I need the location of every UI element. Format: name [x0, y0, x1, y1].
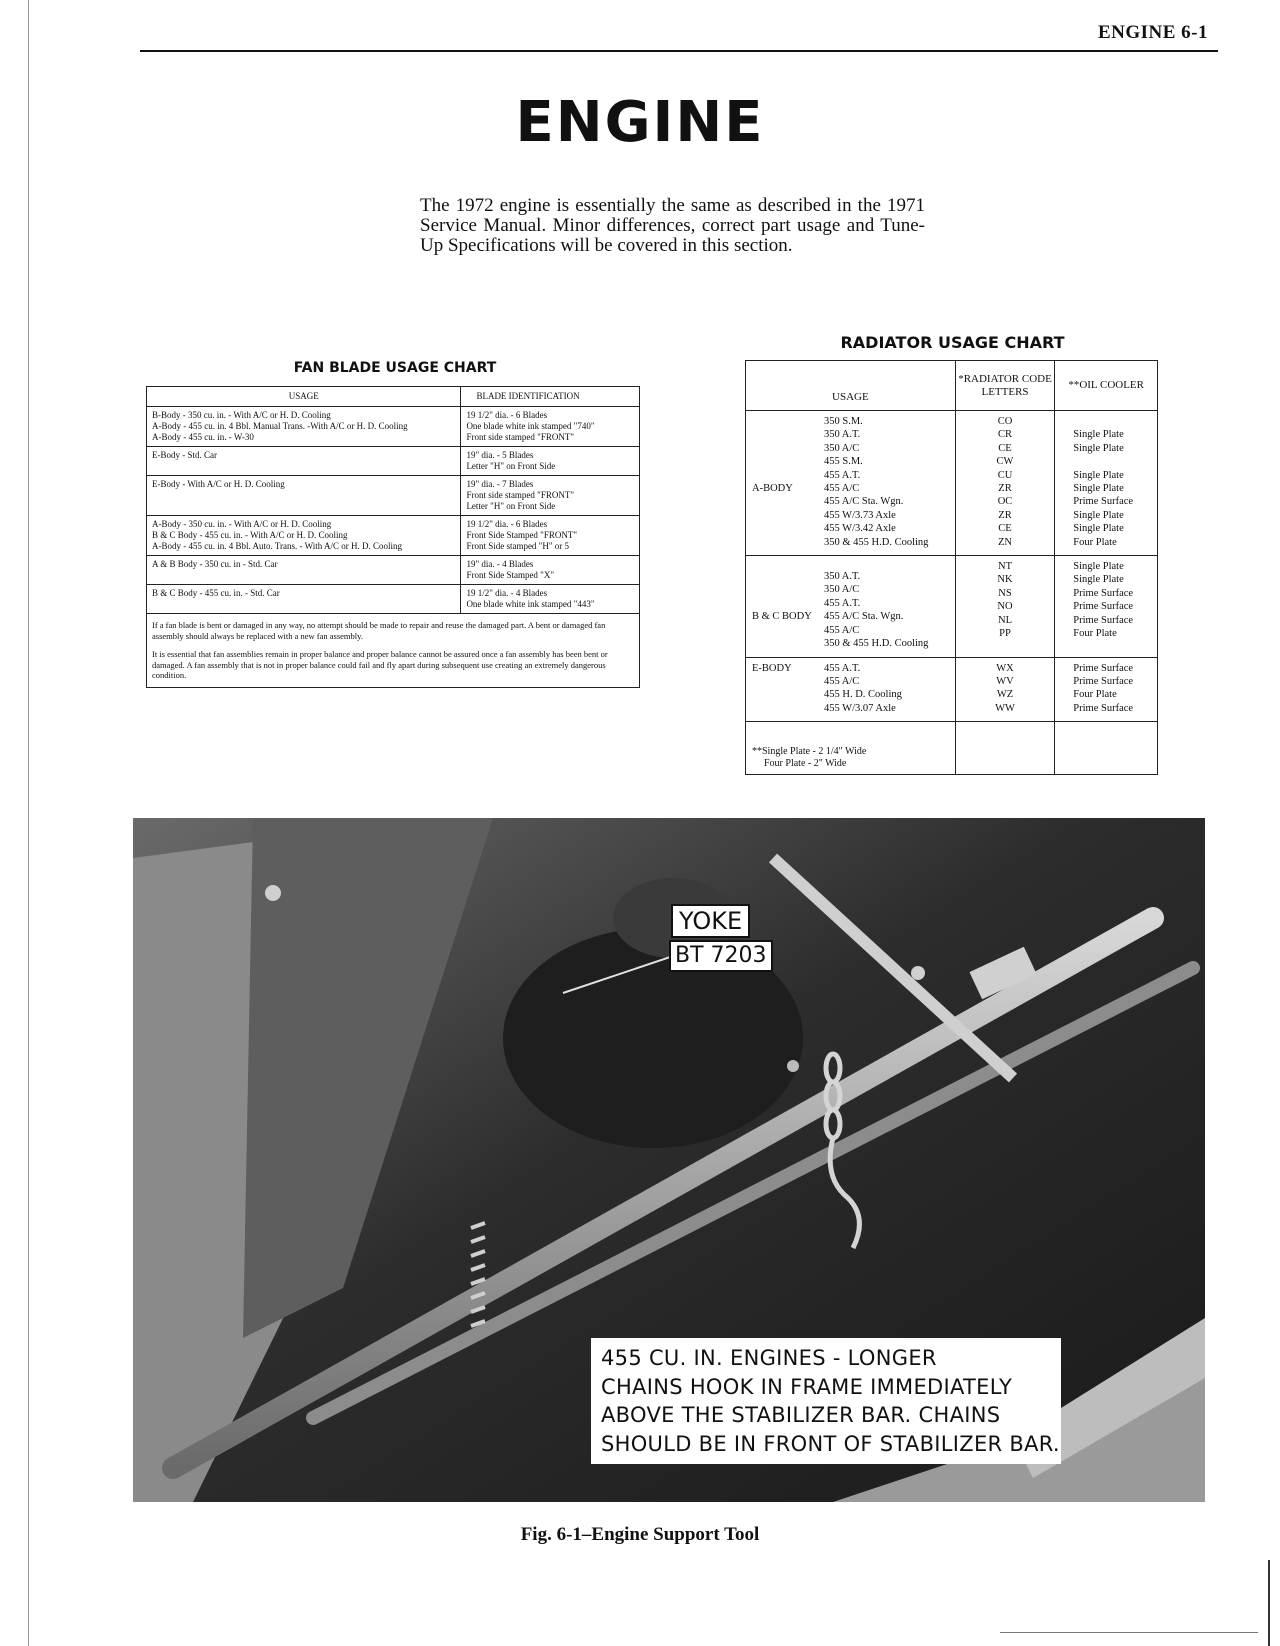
fan-table-row [147, 476, 640, 516]
usage-item: 455 H. D. Cooling [824, 689, 902, 701]
blade-line: Front side stamped "FRONT" [466, 490, 575, 500]
fan-col-usage: USAGE [147, 387, 461, 407]
running-head: ENGINE 6-1 [1097, 22, 1208, 43]
usage-line: E-Body - With A/C or H. D. Cooling [152, 479, 285, 489]
scan-bottom-line [1000, 1632, 1258, 1633]
bolt [265, 885, 281, 901]
oil-cooler-value: Single Plate [1073, 509, 1124, 521]
body-type-label: B & C BODY [752, 611, 812, 623]
oil-cooler-value: Single Plate [1073, 429, 1124, 441]
radiator-chart-title: RADIATOR USAGE CHART [840, 333, 1065, 352]
usage-item: 350 A/C [824, 584, 860, 596]
radiator-code: WZ [996, 689, 1014, 701]
oil-cooler-value: Prime Surface [1073, 614, 1134, 626]
radiator-code-cell [955, 657, 1055, 722]
radiator-code: CE [998, 523, 1012, 535]
radiator-footnote [746, 722, 956, 775]
radiator-col-oil: **OIL COOLER [1055, 361, 1158, 411]
fan-usage-cell [147, 556, 461, 585]
figure-caption: Fig. 6-1–Engine Support Tool [520, 1524, 760, 1545]
fan-blade-usage-table [146, 386, 640, 688]
radiator-usage-cell [746, 556, 956, 657]
radiator-usage-cell [746, 411, 956, 556]
oil-cooler-value: Single Plate [1073, 469, 1124, 481]
blade-line: 19 1/2" dia. - 4 Blades [466, 588, 548, 598]
usage-item: 350 A.T. [824, 571, 861, 583]
radiator-col-code: *RADIATOR CODE LETTERS [955, 361, 1055, 411]
header-rule [140, 50, 1218, 52]
yoke-label: YOKE [671, 904, 750, 938]
usage-item: 455 W/3.07 Axle [824, 702, 896, 714]
usage-item: 350 A/C [824, 442, 860, 454]
radiator-group-row [746, 556, 1158, 657]
usage-item: 455 A.T. [824, 662, 861, 674]
radiator-code: WX [996, 662, 1014, 674]
blade-line: Front Side stamped "H" or 5 [466, 541, 570, 551]
footnote-single-plate: **Single Plate - 2 1/4" Wide [752, 746, 867, 758]
fan-table-row [147, 556, 640, 585]
radiator-code: WW [995, 702, 1015, 714]
oil-cooler-value: Single Plate [1073, 574, 1124, 586]
usage-items [824, 570, 928, 650]
fan-note-row [147, 614, 640, 688]
fan-usage-cell [147, 516, 461, 556]
oil-cooler-value: Prime Surface [1073, 587, 1134, 599]
radiator-code: ZN [998, 536, 1012, 548]
radiator-code: NS [998, 587, 1012, 599]
usage-item: 455 S.M. [824, 456, 863, 468]
caption-line: 455 CU. IN. ENGINES - LONGER [601, 1346, 937, 1370]
oil-cooler-value: Single Plate [1073, 483, 1124, 495]
radiator-code: NO [997, 601, 1013, 613]
fan-table-row [147, 447, 640, 476]
blade-line: Letter "H" on Front Side [466, 461, 556, 471]
radiator-code: CW [996, 456, 1014, 468]
blade-line: 19 1/2" dia. - 6 Blades [466, 410, 548, 420]
usage-item: 455 A/C [824, 483, 860, 495]
fan-warning-note [147, 614, 640, 688]
oil-cooler-value: Prime Surface [1073, 662, 1134, 674]
usage-item: 350 A.T. [824, 429, 861, 441]
intro-paragraph: The 1972 engine is essentially the same as described in the 1971 Service Manual. Minor differences, correct part usage and Tune-Up Specifications will be covered in this section. [420, 195, 925, 256]
blade-line: Front Side Stamped "X" [466, 570, 555, 580]
usage-line: A & B Body - 350 cu. in - Std. Car [152, 559, 278, 569]
blade-line: One blade white ink stamped "443" [466, 599, 595, 609]
usage-item: 455 A/C Sta. Wgn. [824, 611, 904, 623]
caption-line: ABOVE THE STABILIZER BAR. CHAINS [601, 1403, 1001, 1427]
usage-line: A-Body - 455 cu. in. - W-30 [152, 432, 254, 442]
oil-cooler-value [1055, 455, 1157, 468]
footnote-four-plate: Four Plate - 2" Wide [764, 758, 847, 770]
blade-line: Letter "H" on Front Side [466, 501, 556, 511]
oil-cooler-value: Four Plate [1073, 689, 1117, 701]
fan-usage-cell [147, 447, 461, 476]
usage-item: 455 A.T. [824, 597, 861, 609]
bolt [787, 1060, 799, 1072]
oil-cooler-cell [1055, 411, 1158, 556]
oil-cooler-value: Prime Surface [1073, 496, 1134, 508]
bolt [911, 966, 925, 980]
usage-item: 455 A/C [824, 624, 860, 636]
body-type-label: A-BODY [752, 483, 793, 494]
fan-chart-title: FAN BLADE USAGE CHART [293, 360, 497, 376]
oil-cooler-cell [1055, 657, 1158, 722]
caption-line: CHAINS HOOK IN FRAME IMMEDIATELY [601, 1374, 1013, 1399]
fan-usage-cell [147, 585, 461, 614]
engine-support-photo [133, 818, 1205, 1502]
usage-item: 350 & 455 H.D. Cooling [824, 638, 929, 650]
blade-line: 19" dia. - 7 Blades [466, 479, 534, 489]
radiator-group-row [746, 411, 1158, 556]
blade-line: Front side stamped "FRONT" [466, 432, 575, 442]
radiator-code: PP [999, 628, 1011, 640]
usage-item: 455 W/3.42 Axle [824, 523, 896, 535]
page-title: ENGINE [515, 90, 765, 155]
radiator-footnote-row [746, 722, 1158, 775]
radiator-group-row [746, 657, 1158, 722]
radiator-usage-table [745, 360, 1158, 775]
fan-blade-cell [461, 516, 640, 556]
radiator-code-cell [955, 556, 1055, 657]
fan-table-row [147, 516, 640, 556]
radiator-code: CE [998, 442, 1012, 454]
blade-line: 19 1/2" dia. - 6 Blades [466, 519, 548, 529]
radiator-code: ZR [998, 483, 1012, 495]
usage-line: B-Body - 350 cu. in. - With A/C or H. D. Cooling [152, 410, 331, 420]
usage-items [824, 662, 902, 716]
usage-item: 455 A/C Sta. Wgn. [824, 496, 904, 508]
oil-cooler-value: Four Plate [1073, 628, 1117, 640]
fan-table-header [147, 387, 640, 407]
scan-right-edge [1268, 1560, 1270, 1646]
radiator-code: WV [996, 675, 1014, 687]
radiator-code: CO [997, 416, 1013, 427]
blade-line: One blade white ink stamped "740" [466, 421, 595, 431]
footnote-empty-cell [955, 722, 1055, 775]
oil-cooler-value: Single Plate [1073, 442, 1124, 454]
tool-number-label: BT 7203 [669, 940, 773, 972]
oil-cooler-cell [1055, 556, 1158, 657]
usage-line: E-Body - Std. Car [152, 450, 217, 460]
usage-item: 350 S.M. [824, 416, 863, 427]
radiator-code: OC [997, 496, 1013, 508]
fan-usage-cell [147, 476, 461, 516]
radiator-table-header [746, 361, 1158, 411]
oil-cooler-value: Single Plate [1073, 523, 1124, 535]
usage-line: A-Body - 455 cu. in. 4 Bbl. Manual Trans. -With A/C or H. D. Cooling [152, 421, 408, 431]
blade-line: 19" dia. - 5 Blades [466, 450, 534, 460]
fan-table-row [147, 585, 640, 614]
oil-cooler-value: Four Plate [1073, 536, 1117, 548]
usage-items [824, 415, 928, 549]
oil-cooler-value: Prime Surface [1073, 675, 1134, 687]
blade-line: 19" dia. - 4 Blades [466, 559, 534, 569]
fan-blade-cell [461, 476, 640, 516]
radiator-code: CU [997, 469, 1013, 481]
usage-line: A-Body - 455 cu. in. 4 Bbl. Auto. Trans. - With A/C or H. D. Cooling [152, 541, 402, 551]
oil-cooler-value [1055, 415, 1157, 428]
usage-line: B & C Body - 455 cu. in. - Std. Car [152, 588, 280, 598]
oil-cooler-value: Single Plate [1073, 561, 1124, 573]
fan-table-row [147, 407, 640, 447]
radiator-usage-cell [746, 657, 956, 722]
fan-note-1: If a fan blade is bent or damaged in any way, no attempt should be made to repair and reuse the damaged part. A bent or damaged fan assembly should always be replaced with a new fan assembly. [152, 620, 606, 641]
radiator-code: NT [998, 561, 1012, 573]
oil-cooler-value: Prime Surface [1073, 702, 1134, 714]
footnote-empty-cell [1055, 722, 1158, 775]
fan-blade-cell [461, 447, 640, 476]
scan-left-edge [28, 0, 29, 1646]
blade-line: Front Side Stamped "FRONT" [466, 530, 578, 540]
fan-note-2: It is essential that fan assemblies remain in proper balance and proper balance cannot be assured once a fan assembly has been bent or damaged. A fan assembly that is not in proper balance could fail and fly apart during subsequent use creating an extremely dangerous condition. [152, 649, 608, 680]
radiator-code: NK [997, 574, 1013, 586]
radiator-code: ZR [998, 509, 1012, 521]
usage-line: A-Body - 350 cu. in. - With A/C or H. D. Cooling [152, 519, 332, 529]
fan-blade-cell [461, 407, 640, 447]
radiator-col-usage: USAGE [746, 361, 956, 411]
usage-item: 455 A.T. [824, 469, 861, 481]
usage-item: 455 A/C [824, 675, 860, 687]
fan-blade-cell [461, 585, 640, 614]
body-type-label: E-BODY [752, 662, 792, 674]
fan-col-blade: BLADE IDENTIFICATION [461, 387, 640, 407]
caption-line: SHOULD BE IN FRONT OF STABILIZER BAR. [601, 1431, 1060, 1456]
oil-cooler-value: Prime Surface [1073, 601, 1134, 613]
fan-usage-cell [147, 407, 461, 447]
photo-caption-box [591, 1338, 1061, 1464]
fan-blade-cell [461, 556, 640, 585]
radiator-code: CR [998, 429, 1013, 441]
usage-item: 455 W/3.73 Axle [824, 509, 896, 521]
usage-line: B & C Body - 455 cu. in. - With A/C or H. D. Cooling [152, 530, 348, 540]
usage-item: 350 & 455 H.D. Cooling [824, 536, 929, 548]
radiator-code-cell [955, 411, 1055, 556]
radiator-code: NL [998, 614, 1012, 626]
